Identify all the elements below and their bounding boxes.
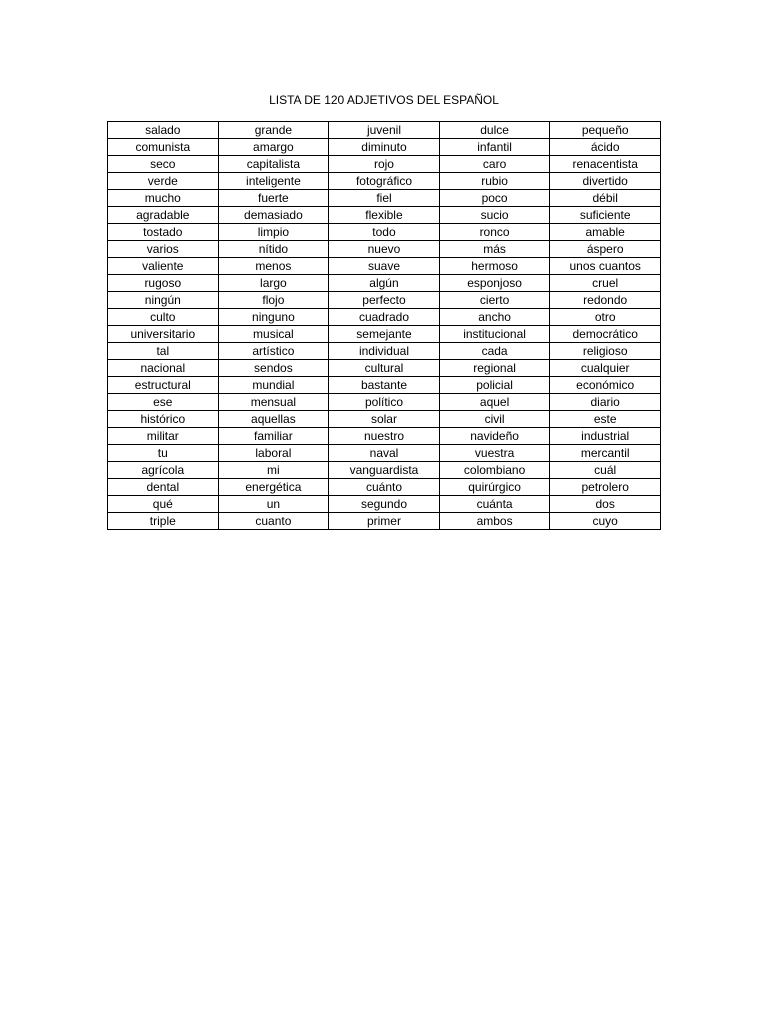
table-cell: cuadrado <box>329 309 440 326</box>
table-row <box>108 377 661 394</box>
table-row <box>108 122 661 139</box>
table-row <box>108 360 661 377</box>
table-cell: nuestro <box>329 428 440 445</box>
table-cell: qué <box>108 496 219 513</box>
table-row <box>108 326 661 343</box>
table-cell: seco <box>108 156 219 173</box>
table-cell: flojo <box>218 292 329 309</box>
table-cell: grande <box>218 122 329 139</box>
page-title: LISTA DE 120 ADJETIVOS DEL ESPAÑOL <box>269 93 499 107</box>
table-cell: aquel <box>439 394 550 411</box>
table-cell: divertido <box>550 173 661 190</box>
table-cell: suave <box>329 258 440 275</box>
table-cell: vanguardista <box>329 462 440 479</box>
table-row <box>108 462 661 479</box>
table-row <box>108 224 661 241</box>
table-cell: verde <box>108 173 219 190</box>
table-cell: cualquier <box>550 360 661 377</box>
table-cell: mundial <box>218 377 329 394</box>
table-cell: mucho <box>108 190 219 207</box>
table-cell: semejante <box>329 326 440 343</box>
table-row <box>108 496 661 513</box>
table-cell: petrolero <box>550 479 661 496</box>
table-cell: menos <box>218 258 329 275</box>
table-cell: pequeño <box>550 122 661 139</box>
table-row <box>108 292 661 309</box>
table-cell: democrático <box>550 326 661 343</box>
table-cell: primer <box>329 513 440 530</box>
table-cell: algún <box>329 275 440 292</box>
table-cell: ambos <box>439 513 550 530</box>
table-cell: redondo <box>550 292 661 309</box>
table-cell: cuanto <box>218 513 329 530</box>
table-cell: cuyo <box>550 513 661 530</box>
adjectives-table <box>107 121 661 530</box>
table-cell: individual <box>329 343 440 360</box>
table-cell: nítido <box>218 241 329 258</box>
table-cell: cuánta <box>439 496 550 513</box>
table-cell: áspero <box>550 241 661 258</box>
table-cell: tal <box>108 343 219 360</box>
table-row <box>108 513 661 530</box>
table-cell: ronco <box>439 224 550 241</box>
table-cell: cuánto <box>329 479 440 496</box>
table-row <box>108 258 661 275</box>
table-cell: institucional <box>439 326 550 343</box>
table-cell: fotográfico <box>329 173 440 190</box>
table-cell: quirúrgico <box>439 479 550 496</box>
table-cell: esponjoso <box>439 275 550 292</box>
table-cell: comunista <box>108 139 219 156</box>
table-row <box>108 241 661 258</box>
table-cell: laboral <box>218 445 329 462</box>
table-cell: militar <box>108 428 219 445</box>
table-row <box>108 445 661 462</box>
table-cell: tu <box>108 445 219 462</box>
table-cell: rubio <box>439 173 550 190</box>
table-cell: ancho <box>439 309 550 326</box>
table-cell: ningún <box>108 292 219 309</box>
table-cell: dulce <box>439 122 550 139</box>
table-cell: débil <box>550 190 661 207</box>
table-cell: familiar <box>218 428 329 445</box>
table-row <box>108 394 661 411</box>
table-cell: sucio <box>439 207 550 224</box>
table-cell: otro <box>550 309 661 326</box>
table-cell: universitario <box>108 326 219 343</box>
table-cell: unos cuantos <box>550 258 661 275</box>
table-cell: rugoso <box>108 275 219 292</box>
table-row <box>108 173 661 190</box>
adjectives-table-body <box>108 122 661 530</box>
table-row <box>108 156 661 173</box>
table-cell: poco <box>439 190 550 207</box>
table-cell: dental <box>108 479 219 496</box>
table-cell: energética <box>218 479 329 496</box>
table-cell: agradable <box>108 207 219 224</box>
table-row <box>108 207 661 224</box>
table-cell: naval <box>329 445 440 462</box>
table-cell: amargo <box>218 139 329 156</box>
table-cell: regional <box>439 360 550 377</box>
table-cell: infantil <box>439 139 550 156</box>
table-cell: diminuto <box>329 139 440 156</box>
table-cell: culto <box>108 309 219 326</box>
table-cell: nuevo <box>329 241 440 258</box>
table-cell: histórico <box>108 411 219 428</box>
table-cell: cada <box>439 343 550 360</box>
table-cell: cruel <box>550 275 661 292</box>
table-cell: tostado <box>108 224 219 241</box>
table-cell: hermoso <box>439 258 550 275</box>
table-cell: mensual <box>218 394 329 411</box>
table-cell: nacional <box>108 360 219 377</box>
table-cell: musical <box>218 326 329 343</box>
table-cell: colombiano <box>439 462 550 479</box>
table-cell: fiel <box>329 190 440 207</box>
table-cell: ese <box>108 394 219 411</box>
table-cell: valiente <box>108 258 219 275</box>
table-cell: solar <box>329 411 440 428</box>
table-cell: demasiado <box>218 207 329 224</box>
table-row <box>108 275 661 292</box>
table-cell: bastante <box>329 377 440 394</box>
table-cell: cierto <box>439 292 550 309</box>
table-cell: caro <box>439 156 550 173</box>
table-cell: dos <box>550 496 661 513</box>
table-cell: cultural <box>329 360 440 377</box>
table-cell: renacentista <box>550 156 661 173</box>
table-cell: limpio <box>218 224 329 241</box>
table-cell: triple <box>108 513 219 530</box>
table-cell: estructural <box>108 377 219 394</box>
table-cell: mi <box>218 462 329 479</box>
table-cell: civil <box>439 411 550 428</box>
table-cell: juvenil <box>329 122 440 139</box>
table-cell: vuestra <box>439 445 550 462</box>
table-cell: policial <box>439 377 550 394</box>
table-cell: largo <box>218 275 329 292</box>
table-cell: religioso <box>550 343 661 360</box>
table-cell: salado <box>108 122 219 139</box>
table-cell: capitalista <box>218 156 329 173</box>
table-cell: aquellas <box>218 411 329 428</box>
table-cell: este <box>550 411 661 428</box>
table-cell: rojo <box>329 156 440 173</box>
table-row <box>108 190 661 207</box>
table-cell: fuerte <box>218 190 329 207</box>
table-cell: varios <box>108 241 219 258</box>
table-cell: perfecto <box>329 292 440 309</box>
table-cell: navideño <box>439 428 550 445</box>
table-cell: flexible <box>329 207 440 224</box>
table-cell: todo <box>329 224 440 241</box>
table-cell: político <box>329 394 440 411</box>
table-cell: cuál <box>550 462 661 479</box>
table-cell: mercantil <box>550 445 661 462</box>
table-cell: sendos <box>218 360 329 377</box>
table-row <box>108 428 661 445</box>
table-cell: amable <box>550 224 661 241</box>
table-cell: artístico <box>218 343 329 360</box>
table-cell: un <box>218 496 329 513</box>
table-row <box>108 139 661 156</box>
table-cell: agrícola <box>108 462 219 479</box>
table-row <box>108 479 661 496</box>
table-cell: más <box>439 241 550 258</box>
table-row <box>108 411 661 428</box>
table-cell: económico <box>550 377 661 394</box>
table-cell: ácido <box>550 139 661 156</box>
table-row <box>108 309 661 326</box>
table-cell: segundo <box>329 496 440 513</box>
table-row <box>108 343 661 360</box>
table-cell: industrial <box>550 428 661 445</box>
table-cell: suficiente <box>550 207 661 224</box>
table-cell: diario <box>550 394 661 411</box>
table-cell: inteligente <box>218 173 329 190</box>
table-cell: ninguno <box>218 309 329 326</box>
